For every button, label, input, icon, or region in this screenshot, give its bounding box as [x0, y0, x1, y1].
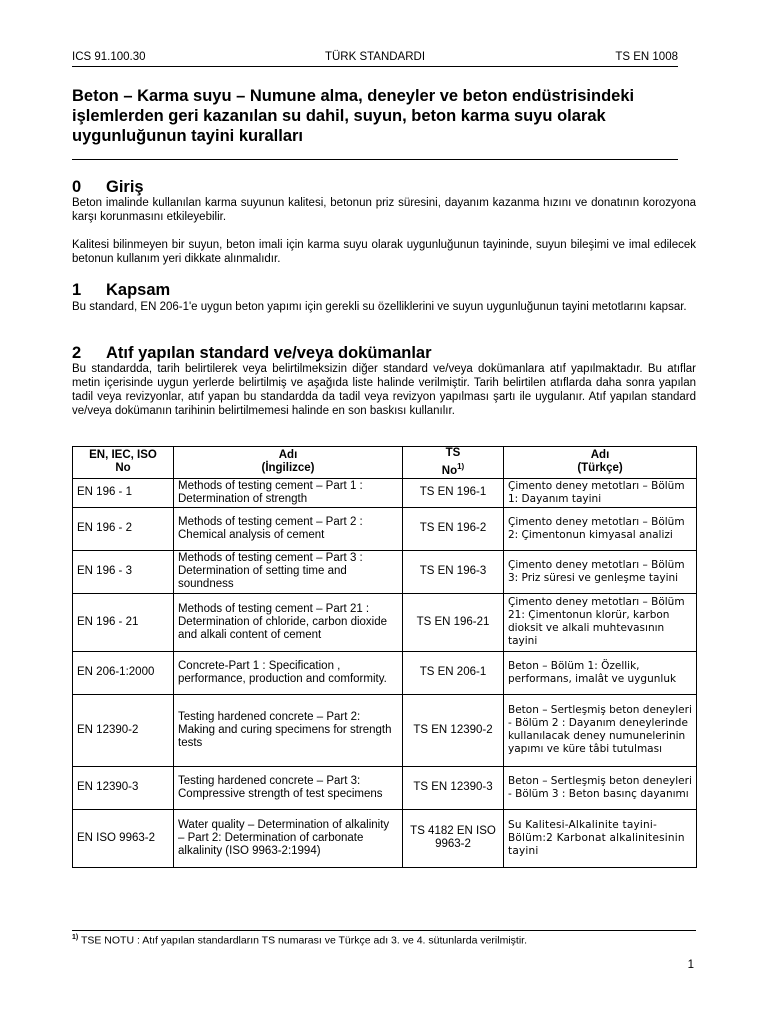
cell-name-english: Methods of testing cement – Part 1 : Determination of strength — [174, 478, 403, 507]
table-row — [73, 694, 697, 766]
title-divider — [72, 159, 678, 160]
table-row — [73, 507, 697, 550]
cell-name-english: Methods of testing cement – Part 2 : Chemical analysis of cement — [174, 507, 403, 550]
section-number: 1 — [72, 281, 82, 299]
header-en-no: EN, IEC, ISO No — [73, 447, 174, 479]
cell-ts-no: TS EN 196-2 — [403, 507, 504, 550]
cell-name-english: Methods of testing cement – Part 3 : Determination of setting time and soundness — [174, 550, 403, 593]
cell-name-english: Methods of testing cement – Part 21 : Determination of chloride, carbon dioxide and alkali content of cement — [174, 593, 403, 651]
cell-name-turkish: Çimento deney metotları – Bölüm 3: Priz süresi ve genleşme tayini — [504, 550, 697, 593]
page-header — [72, 51, 678, 67]
cell-ts-no: TS EN 12390-3 — [403, 766, 504, 809]
cell-name-turkish: Çimento deney metotları – Bölüm 1: Dayanım tayini — [504, 478, 697, 507]
cell-en-no: EN 196 - 2 — [73, 507, 174, 550]
table-row — [73, 809, 697, 867]
footnote-divider — [72, 930, 696, 931]
cell-name-english: Water quality – Determination of alkalinity – Part 2: Determination of carbonate alkalinity (ISO 9963-2:1994) — [174, 809, 403, 867]
section-1-heading — [72, 281, 170, 299]
section-1-paragraph-1: Bu standard, EN 206-1'e uygun beton yapımı için gerekli su özelliklerini ve suyun uygunluğunun tayini metotlarını kapsar. — [72, 301, 687, 313]
header-name-turkish: Adı (Türkçe) — [504, 447, 697, 479]
section-title: Kapsam — [106, 281, 171, 299]
section-2-heading — [72, 344, 432, 362]
cell-name-turkish: Su Kalitesi-Alkalinite tayini- Bölüm:2 Karbonat alkalinitesinin tayini — [504, 809, 697, 867]
cell-en-no: EN 206-1:2000 — [73, 651, 174, 694]
cell-en-no: EN ISO 9963-2 — [73, 809, 174, 867]
table-row — [73, 766, 697, 809]
section-title: Atıf yapılan standard ve/veya dokümanlar — [106, 344, 432, 362]
cell-name-english: Testing hardened concrete – Part 3: Compressive strength of test specimens — [174, 766, 403, 809]
header-center-title: TÜRK STANDARDI — [324, 51, 426, 63]
table-header-row — [73, 447, 697, 479]
section-number: 0 — [72, 178, 82, 196]
table-row — [73, 478, 697, 507]
cell-en-no: EN 12390-3 — [73, 766, 174, 809]
cell-ts-no: TS EN 12390-2 — [403, 694, 504, 766]
footnote — [72, 934, 527, 947]
section-title: Giriş — [106, 178, 144, 196]
cell-en-no: EN 196 - 3 — [73, 550, 174, 593]
cell-en-no: EN 12390-2 — [73, 694, 174, 766]
cell-ts-no: TS 4182 EN ISO 9963-2 — [403, 809, 504, 867]
footnote-text: TSE NOTU : Atıf yapılan standardların TS numarası ve Türkçe adı 3. ve 4. sütunlarda verilmiştir. — [78, 934, 528, 947]
footnote-marker: 1) — [457, 462, 465, 471]
cell-name-turkish: Çimento deney metotları – Bölüm 2: Çimentonun kimyasal analizi — [504, 507, 697, 550]
section-0-paragraph-2: Kalitesi bilinmeyen bir suyun, beton imali için karma suyu olarak uygunluğunun tayininde, suyun bileşimi ve imal edilecek betonun kullanım yeri dikkate alınmalıdır. — [72, 239, 696, 265]
referenced-standards-table — [72, 446, 697, 868]
standard-code: TS EN 1008 — [615, 51, 678, 63]
table-row — [73, 593, 697, 651]
section-0-paragraph-1: Beton imalinde kullanılan karma suyunun kalitesi, betonun priz süresini, dayanım kazanma hızını ve donatının korozyona karşı korunmasını etkileyebilir. — [72, 197, 696, 223]
cell-name-english: Testing hardened concrete – Part 2: Making and curing specimens for strength tests — [174, 694, 403, 766]
section-2-paragraph-1: Bu standardda, tarih belirtilerek veya belirtilmeksizin diğer standard ve/veya dokümanlara atıf yapılmaktadır. Bu atıflar metin içerisinde uygun yerlerde belirtilmiş ve aşağıda liste halinde verilmiştir. Tarih belirtilen atıflarda daha sonra yapılan tadil veya revizyonlar, atıf yapan bu standardda da tadil veya revizyon yapılması şartı ile uygulanır. Atıf yapılan standard ve/veya dokümanın tarihinin belirtilmemesi halinde en son baskısı kullanılır. — [72, 363, 696, 417]
header-name-english: Adı (İngilizce) — [174, 447, 403, 479]
cell-name-turkish: Beton – Sertleşmiş beton deneyleri - Bölüm 3 : Beton basınç dayanımı — [504, 766, 697, 809]
cell-ts-no: TS EN 206-1 — [403, 651, 504, 694]
ics-code: ICS 91.100.30 — [72, 51, 146, 63]
section-0-heading — [72, 178, 144, 196]
document-title: Beton – Karma suyu – Numune alma, deneyler ve beton endüstrisindeki işlemlerden geri kazanılan su dahil, suyun, beton karma suyu olarak uygunluğunun tayini kuralları — [72, 87, 635, 145]
header-ts-no: TS No$^{1)}$ — [403, 447, 504, 479]
cell-en-no: EN 196 - 1 — [73, 478, 174, 507]
cell-ts-no: TS EN 196-3 — [403, 550, 504, 593]
cell-name-turkish: Çimento deney metotları – Bölüm 21: Çimentonun klorür, karbon dioksit ve alkali muhtevasının tayini — [504, 593, 697, 651]
cell-ts-no: TS EN 196-1 — [403, 478, 504, 507]
section-number: 2 — [72, 344, 82, 362]
cell-name-english: Concrete-Part 1 : Specification , performance, production and comformity. — [174, 651, 403, 694]
cell-name-turkish: Beton – Sertleşmiş beton deneyleri - Bölüm 2 : Dayanım deneylerinde kullanılacak deney numunelerinin yapımı ve küre tâbi tutulması — [504, 694, 697, 766]
cell-ts-no: TS EN 196-21 — [403, 593, 504, 651]
cell-name-turkish: Beton – Bölüm 1: Özellik, performans, imalât ve uygunluk — [504, 651, 697, 694]
table-row — [73, 651, 697, 694]
table-row — [73, 550, 697, 593]
page-number: 1 — [687, 959, 694, 971]
cell-en-no: EN 196 - 21 — [73, 593, 174, 651]
footnote-marker: 1) — [72, 934, 79, 941]
